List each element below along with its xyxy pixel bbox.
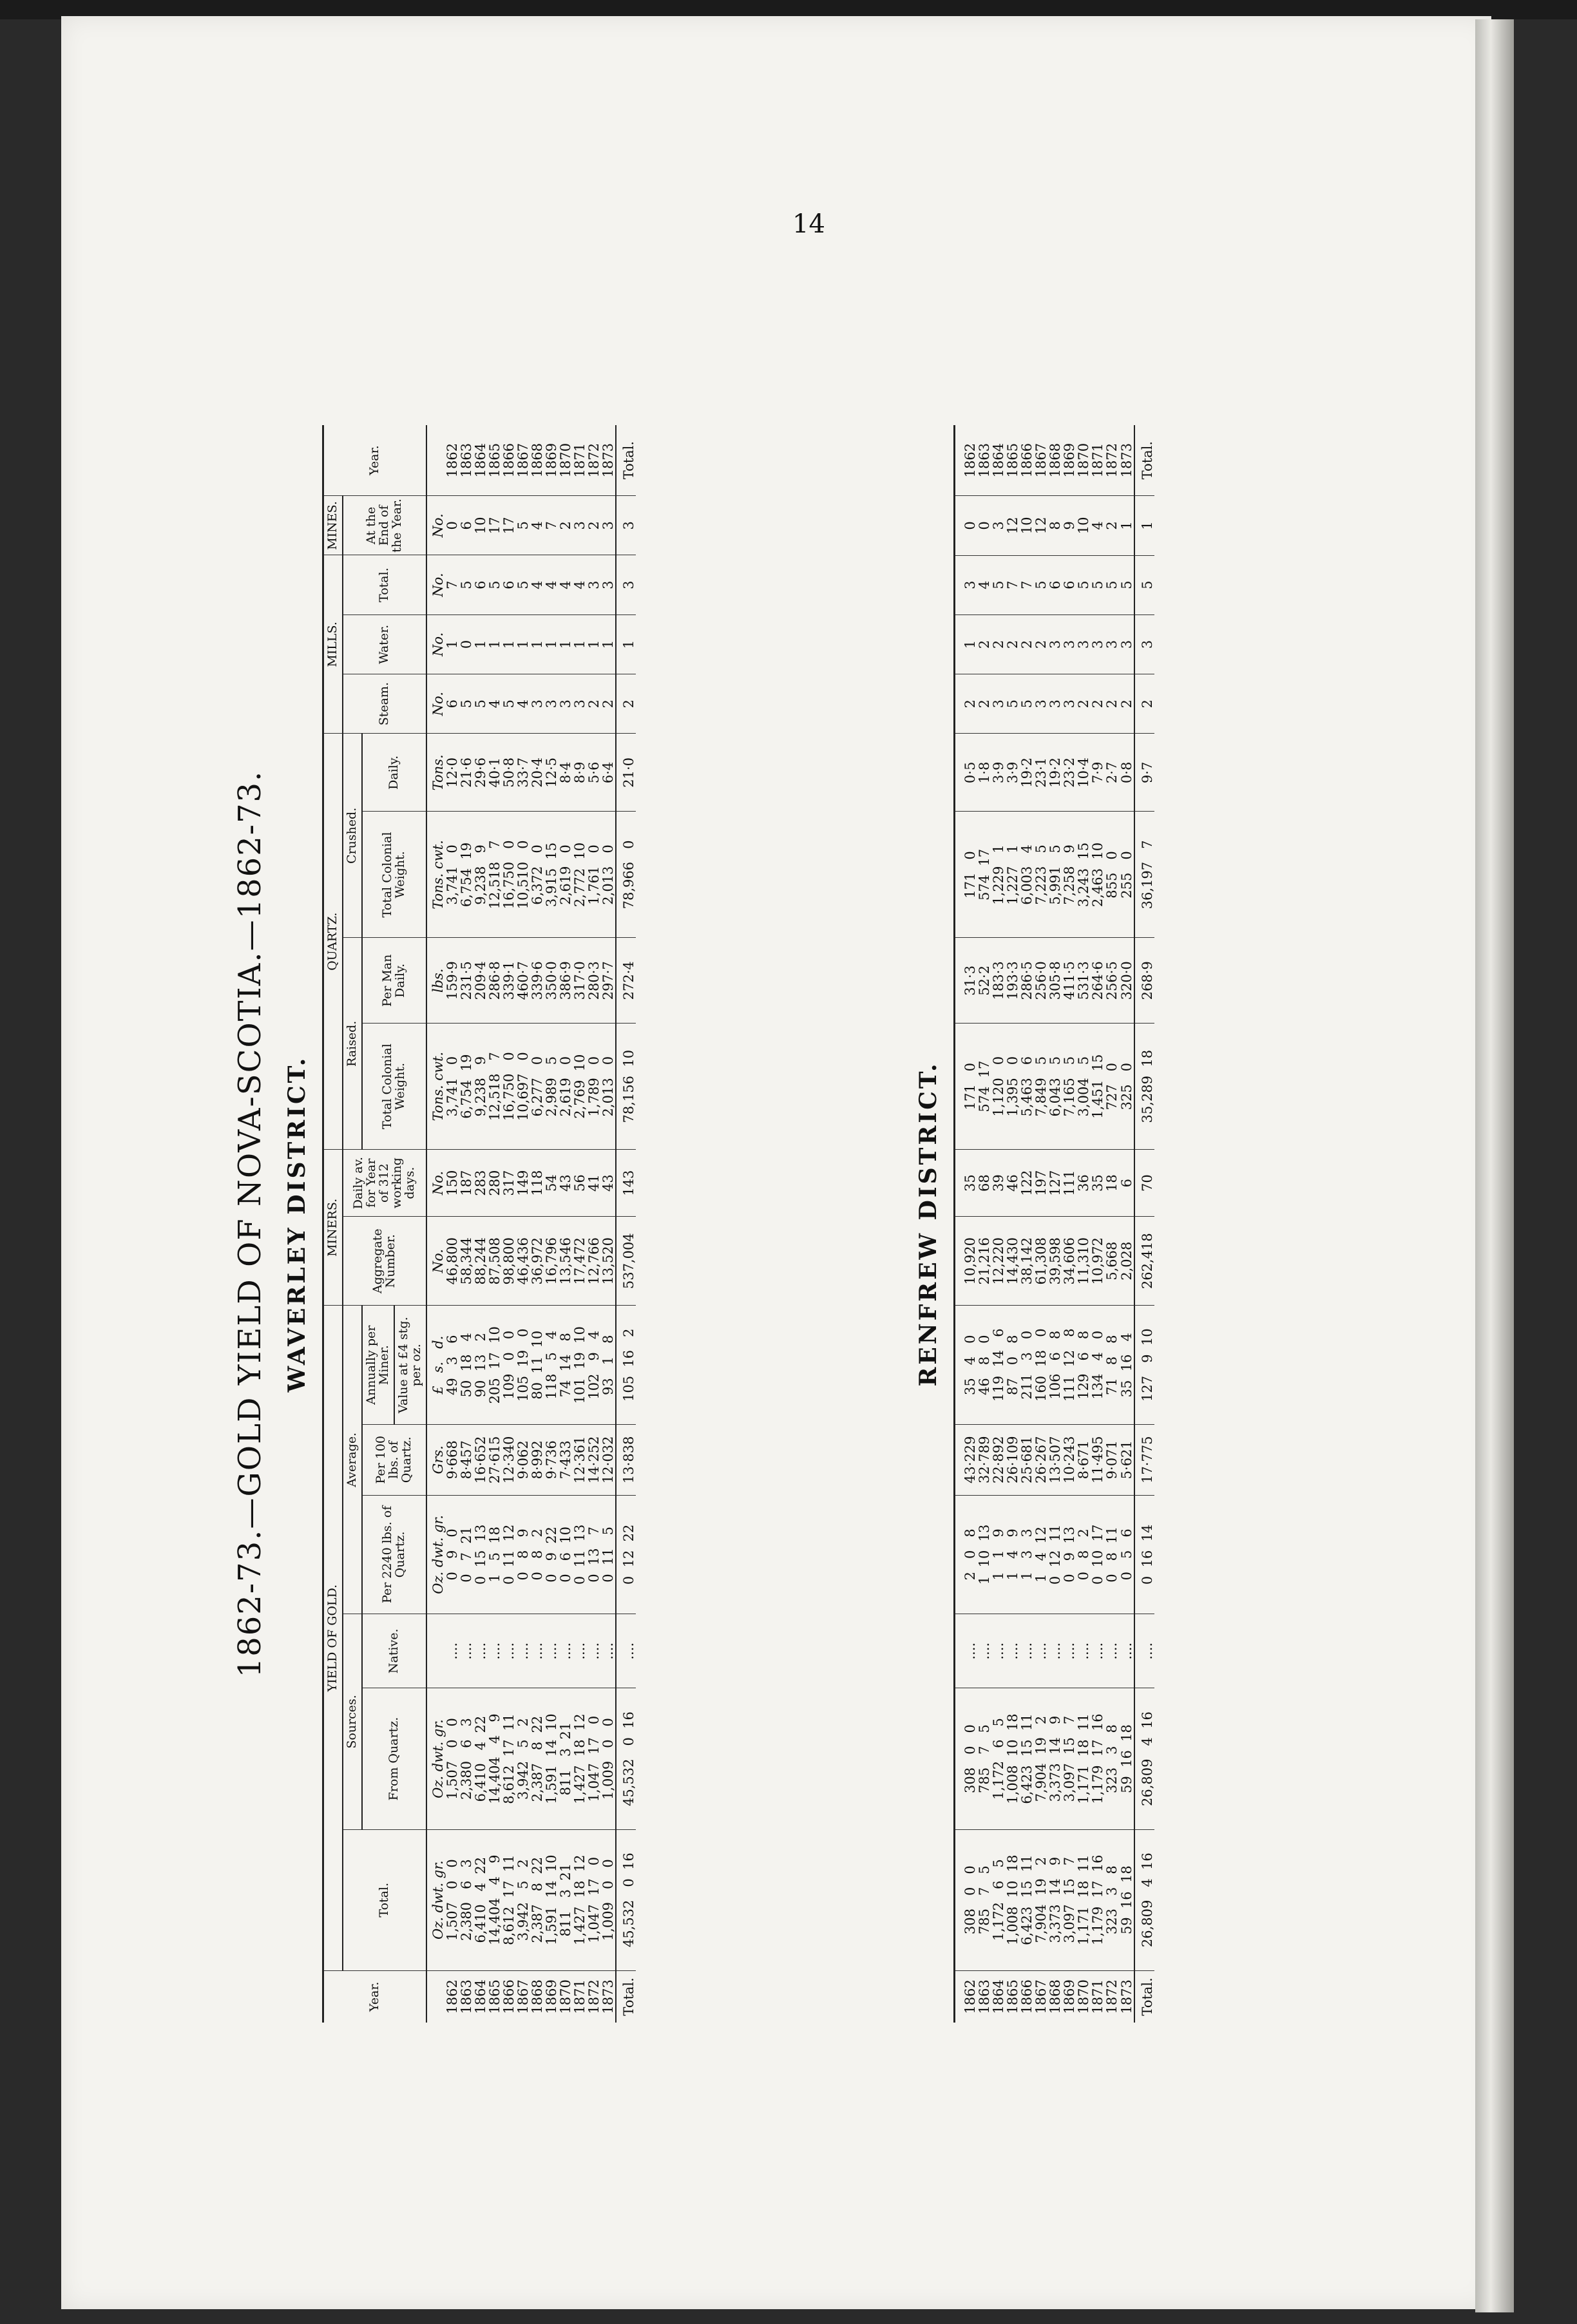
years-column: 1862 1863 1864 1865 1866 1867 1868 1869 1870 1871 1872 1873 bbox=[444, 1979, 616, 2014]
total-label: Total. bbox=[616, 1970, 636, 2023]
value-column: 35 4 0 46 8 0 119 14 6 87 0 8 211 3 0 160 18 0 106 6 8 111 12 8 129 6 8 134 4 0 71 8 8 35 16 4 bbox=[955, 1306, 1134, 1425]
total-cell: 70 bbox=[1134, 1150, 1154, 1217]
unit-water: No. bbox=[426, 614, 445, 674]
from-quartz-column: 1,507 0 0 2,380 6 3 6,410 4 22 14,404 4 9 8,612 17 11 3,942 5 2 2,387 8 22 1,591 14 10 811 3 21 1,427 18 12 1,047 17 0 1,009 0 0 bbox=[445, 1688, 616, 1829]
years-right-column: 1862 1863 1864 1865 1866 1867 1868 1869 1870 1871 1872 1873 bbox=[445, 425, 616, 496]
total-cell: Total. bbox=[1134, 425, 1154, 496]
unit-aggregate: No. bbox=[426, 1217, 445, 1306]
col-mills-total: Total. bbox=[343, 555, 426, 614]
total-cell: 1 bbox=[1134, 496, 1154, 555]
total-cell: 0 12 22 bbox=[616, 1495, 636, 1614]
total-row bbox=[616, 425, 636, 2023]
unit-mines: No. bbox=[426, 496, 445, 555]
total-cell: 3 bbox=[616, 555, 636, 614]
group-quartz: QUARTZ. bbox=[323, 734, 343, 1150]
unit-crushed-daily: Tons. bbox=[426, 734, 445, 812]
unit-crushed-total: Tons. cwt. bbox=[426, 812, 445, 938]
crushed-total-column: 3,741 0 6,754 19 9,238 9 12,518 7 16,750 0 10,510 0 6,372 0 3,915 15 2,619 0 2,772 10 1,761 0 2,013 0 bbox=[445, 812, 616, 938]
mills-total-column: 7 5 6 5 6 5 4 4 4 4 3 3 bbox=[445, 555, 616, 614]
col-per-100: Per 100 lbs. of Quartz. bbox=[362, 1425, 426, 1496]
total-cell: 5 bbox=[1134, 555, 1154, 614]
col-per-2240: Per 2240 lbs. of Quartz. bbox=[362, 1495, 426, 1614]
steam-column: 2 2 3 5 5 3 3 3 2 2 2 2 bbox=[955, 674, 1134, 734]
total-cell: 13·838 bbox=[616, 1425, 636, 1496]
daily-av-column: 35 68 39 46 122 197 127 111 36 35 18 6 bbox=[955, 1150, 1134, 1217]
group-yield-of-gold: YIELD OF GOLD. bbox=[323, 1306, 343, 1970]
unit-daily-av: No. bbox=[426, 1150, 445, 1217]
col-from-quartz: From Quartz. bbox=[362, 1688, 426, 1829]
daily-av-column: 150 187 283 280 317 149 118 54 43 56 41 43 bbox=[445, 1150, 616, 1217]
water-column: 1 0 1 1 1 1 1 1 1 1 1 1 bbox=[445, 614, 616, 674]
page-number: 14 bbox=[792, 209, 825, 239]
col-water: Water. bbox=[343, 614, 426, 674]
total-cell: 268·9 bbox=[1134, 938, 1154, 1024]
col-steam: Steam. bbox=[343, 674, 426, 734]
rotated-content bbox=[232, 399, 1417, 2048]
total-cell: 3 bbox=[1134, 614, 1154, 674]
table-row bbox=[955, 425, 1134, 2023]
mills-total-column: 3 4 5 7 7 5 6 6 5 5 5 5 bbox=[955, 555, 1134, 614]
total-cell: 537,004 bbox=[616, 1217, 636, 1306]
total-cell: 105 16 2 bbox=[616, 1306, 636, 1425]
col-value: Value at £4 stg. per oz. bbox=[394, 1306, 426, 1425]
total-cell: 143 bbox=[616, 1150, 636, 1217]
group-mills: MILLS. bbox=[323, 555, 343, 734]
group-sources: Sources. bbox=[343, 1614, 362, 1829]
unit-per-100: Grs. bbox=[426, 1425, 445, 1496]
total-column: 308 0 0 785 7 5 1,172 6 5 1,008 10 18 6,423 15 11 7,904 19 2 3,373 14 9 3,097 15 7 1,171 18 11 1,179 17 16 323 3 8 59 16 18 bbox=[955, 1829, 1134, 1970]
per-2240-column: 0 9 0 0 7 21 0 15 13 1 5 18 0 11 12 0 8 9 0 8 2 0 9 22 0 6 10 0 11 13 0 13 7 0 11 5 bbox=[445, 1495, 616, 1614]
total-cell: 272·4 bbox=[616, 938, 636, 1024]
native-column: .... .... .... .... .... .... .... .... .... .... .... .... bbox=[955, 1614, 1134, 1688]
unit-steam: No. bbox=[426, 674, 445, 734]
crushed-daily-column: 12·0 21·6 29·6 40·1 50·8 33·7 20·4 12·5 8·4 8·9 5·6 6·4 bbox=[445, 734, 616, 812]
unit-raised-total: Tons. cwt. bbox=[426, 1024, 445, 1150]
from-quartz-column: 308 0 0 785 7 5 1,172 6 5 1,008 10 18 6,423 15 11 7,904 19 2 3,373 14 9 3,097 15 7 1,171 18 11 1,179 17 16 323 3 8 59 16 18 bbox=[955, 1688, 1134, 1829]
mines-column: 0 0 3 12 10 12 8 9 10 4 2 1 bbox=[955, 496, 1134, 555]
total-cell: 78,966 0 bbox=[616, 812, 636, 938]
group-raised: Raised. bbox=[343, 938, 362, 1150]
total-column: 1,507 0 0 2,380 6 3 6,410 4 22 14,404 4 9 8,612 17 11 3,942 5 2 2,387 8 22 1,591 14 10 811 3 21 1,427 18 12 1,047 17 0 1,009 0 0 bbox=[445, 1829, 616, 1970]
total-cell: 2 bbox=[1134, 674, 1154, 734]
group-crushed: Crushed. bbox=[343, 734, 362, 938]
col-crushed-daily: Daily. bbox=[362, 734, 426, 812]
total-cell: 26,809 4 16 bbox=[1134, 1688, 1154, 1829]
per-100-column: 9·668 8·457 16·652 27·615 12·340 9·062 8·992 9·736 7·433 12·361 14·252 12·032 bbox=[445, 1425, 616, 1496]
years-column: 1862 1863 1864 1865 1866 1867 1868 1869 1870 1871 1872 1873 bbox=[962, 1979, 1134, 2014]
total-cell: 35,289 18 bbox=[1134, 1024, 1154, 1150]
waverley-table bbox=[322, 425, 636, 2023]
col-annually-per-miner: Annually per Miner. bbox=[362, 1306, 394, 1425]
total-cell: 262,418 bbox=[1134, 1217, 1154, 1306]
unit-total: Oz. dwt. gr. bbox=[426, 1829, 445, 1970]
col-raised-total: Total Colonial Weight. bbox=[362, 1024, 426, 1150]
total-cell: .... bbox=[616, 1614, 636, 1688]
table-row bbox=[445, 425, 616, 2023]
total-cell: 45,532 0 16 bbox=[616, 1829, 636, 1970]
total-cell: 21·0 bbox=[616, 734, 636, 812]
unit-mills-total: No. bbox=[426, 555, 445, 614]
col-native: Native. bbox=[362, 1614, 426, 1688]
total-cell: 127 9 10 bbox=[1134, 1306, 1154, 1425]
col-daily-av: Daily av. for Year of 312 working days. bbox=[343, 1150, 426, 1217]
waverley-district-heading: WAVERLEY DISTRICT. bbox=[283, 1055, 311, 1393]
col-raised-per-man: Per Man Daily. bbox=[362, 938, 426, 1024]
col-total: Total. bbox=[343, 1829, 426, 1970]
total-label: Total. bbox=[1134, 1970, 1154, 2023]
mines-column: 0 6 10 17 17 5 4 7 2 3 2 3 bbox=[445, 496, 616, 555]
value-column: 49 3 6 50 18 4 90 13 2 205 17 10 109 0 0 105 19 0 80 11 10 118 5 4 74 14 8 101 19 10 102 9 4 93 1 8 bbox=[445, 1306, 616, 1425]
raised-total-column: 171 0 574 17 1,120 0 1,395 0 5,463 6 7,849 5 6,043 5 7,165 5 3,004 5 1,451 15 727 0 325 0 bbox=[955, 1024, 1134, 1150]
crushed-daily-column: 0·5 1·8 3·9 3·9 19·2 23·1 19·2 23·2 10·4 7·9 2·7 0·8 bbox=[955, 734, 1134, 812]
aggregate-column: 46,800 58,344 88,244 87,508 98,800 46,436 36,972 16,796 13,546 17,472 12,766 13,520 bbox=[445, 1217, 616, 1306]
raised-total-column: 3,741 0 6,754 19 9,238 9 12,518 7 16,750 0 10,697 0 6,277 0 2,989 5 2,619 0 2,769 10 1,789 0 2,013 0 bbox=[445, 1024, 616, 1150]
page-title: 1862-73.—GOLD YIELD OF NOVA-SCOTIA.—1862-73. bbox=[232, 770, 268, 1678]
total-row bbox=[1134, 425, 1154, 2023]
raised-per-man-column: 159·9 231·5 209·4 286·8 339·1 460·7 339·6 350·0 386·9 317·0 280·3 297·7 bbox=[445, 938, 616, 1024]
total-cell: 3 bbox=[616, 496, 636, 555]
col-year-right: Year. bbox=[323, 425, 426, 496]
per-2240-column: 2 0 8 1 10 13 1 1 9 1 4 9 1 3 3 1 4 12 0 12 11 0 9 13 0 8 2 0 10 17 0 8 11 0 5 6 bbox=[955, 1495, 1134, 1614]
renfrew-district-heading: RENFREW DISTRICT. bbox=[915, 1061, 942, 1387]
total-cell: 36,197 7 bbox=[1134, 812, 1154, 938]
group-mines: MINES. bbox=[323, 496, 343, 555]
total-cell: .... bbox=[1134, 1614, 1154, 1688]
crushed-total-column: 171 0 574 17 1,229 1 1,227 1 6,003 4 7,223 5 5,991 5 7,258 9 3,243 15 2,463 10 855 0 255 0 bbox=[955, 812, 1134, 938]
total-cell: 78,156 10 bbox=[616, 1024, 636, 1150]
total-cell: 17·775 bbox=[1134, 1424, 1154, 1495]
col-year: Year. bbox=[323, 1970, 426, 2023]
col-mines-end: At the End of the Year. bbox=[343, 496, 426, 555]
raised-per-man-column: 31·3 52·2 183·3 193·3 286·5 256·0 305·8 411·5 531·3 264·6 256·5 320·0 bbox=[955, 938, 1134, 1024]
total-cell: 26,809 4 16 bbox=[1134, 1829, 1154, 1970]
steam-column: 6 5 5 4 5 4 3 3 3 3 2 2 bbox=[445, 674, 616, 734]
total-cell: 0 16 14 bbox=[1134, 1495, 1154, 1614]
total-cell: 1 bbox=[616, 614, 636, 674]
native-column: .... .... .... .... .... .... .... .... .... .... .... .... bbox=[445, 1614, 616, 1688]
col-aggregate: Aggregate Number. bbox=[343, 1217, 426, 1306]
total-cell: 2 bbox=[616, 674, 636, 734]
total-cell: 45,532 0 16 bbox=[616, 1688, 636, 1829]
unit-from-quartz: Oz. dwt. gr. bbox=[426, 1688, 445, 1829]
renfrew-table bbox=[953, 425, 1154, 2023]
group-miners: MINERS. bbox=[323, 1150, 343, 1306]
total-cell: 9·7 bbox=[1134, 734, 1154, 812]
unit-per-2240: Oz. dwt. gr. bbox=[426, 1495, 445, 1614]
aggregate-column: 10,920 21,216 12,220 14,430 38,142 61,308 39,598 34,606 11,310 10,972 5,668 2,028 bbox=[955, 1217, 1134, 1306]
group-average: Average. bbox=[343, 1306, 362, 1614]
unit-value: £ s. d. bbox=[426, 1306, 445, 1425]
total-cell: Total. bbox=[616, 425, 636, 496]
col-crushed-total: Total Colonial Weight. bbox=[362, 812, 426, 938]
water-column: 1 2 2 2 2 2 3 3 3 3 3 3 bbox=[955, 614, 1134, 674]
unit-raised-per-man: lbs. bbox=[426, 938, 445, 1024]
years-right-column: 1862 1863 1864 1865 1866 1867 1868 1869 1870 1871 1872 1873 bbox=[955, 425, 1134, 496]
per-100-column: 43·229 32·789 22·892 26·109 25·681 26·267 13·507 10·243 8·671 11·495 9·071 5·621 bbox=[955, 1424, 1134, 1495]
page-edge bbox=[1475, 19, 1514, 2312]
